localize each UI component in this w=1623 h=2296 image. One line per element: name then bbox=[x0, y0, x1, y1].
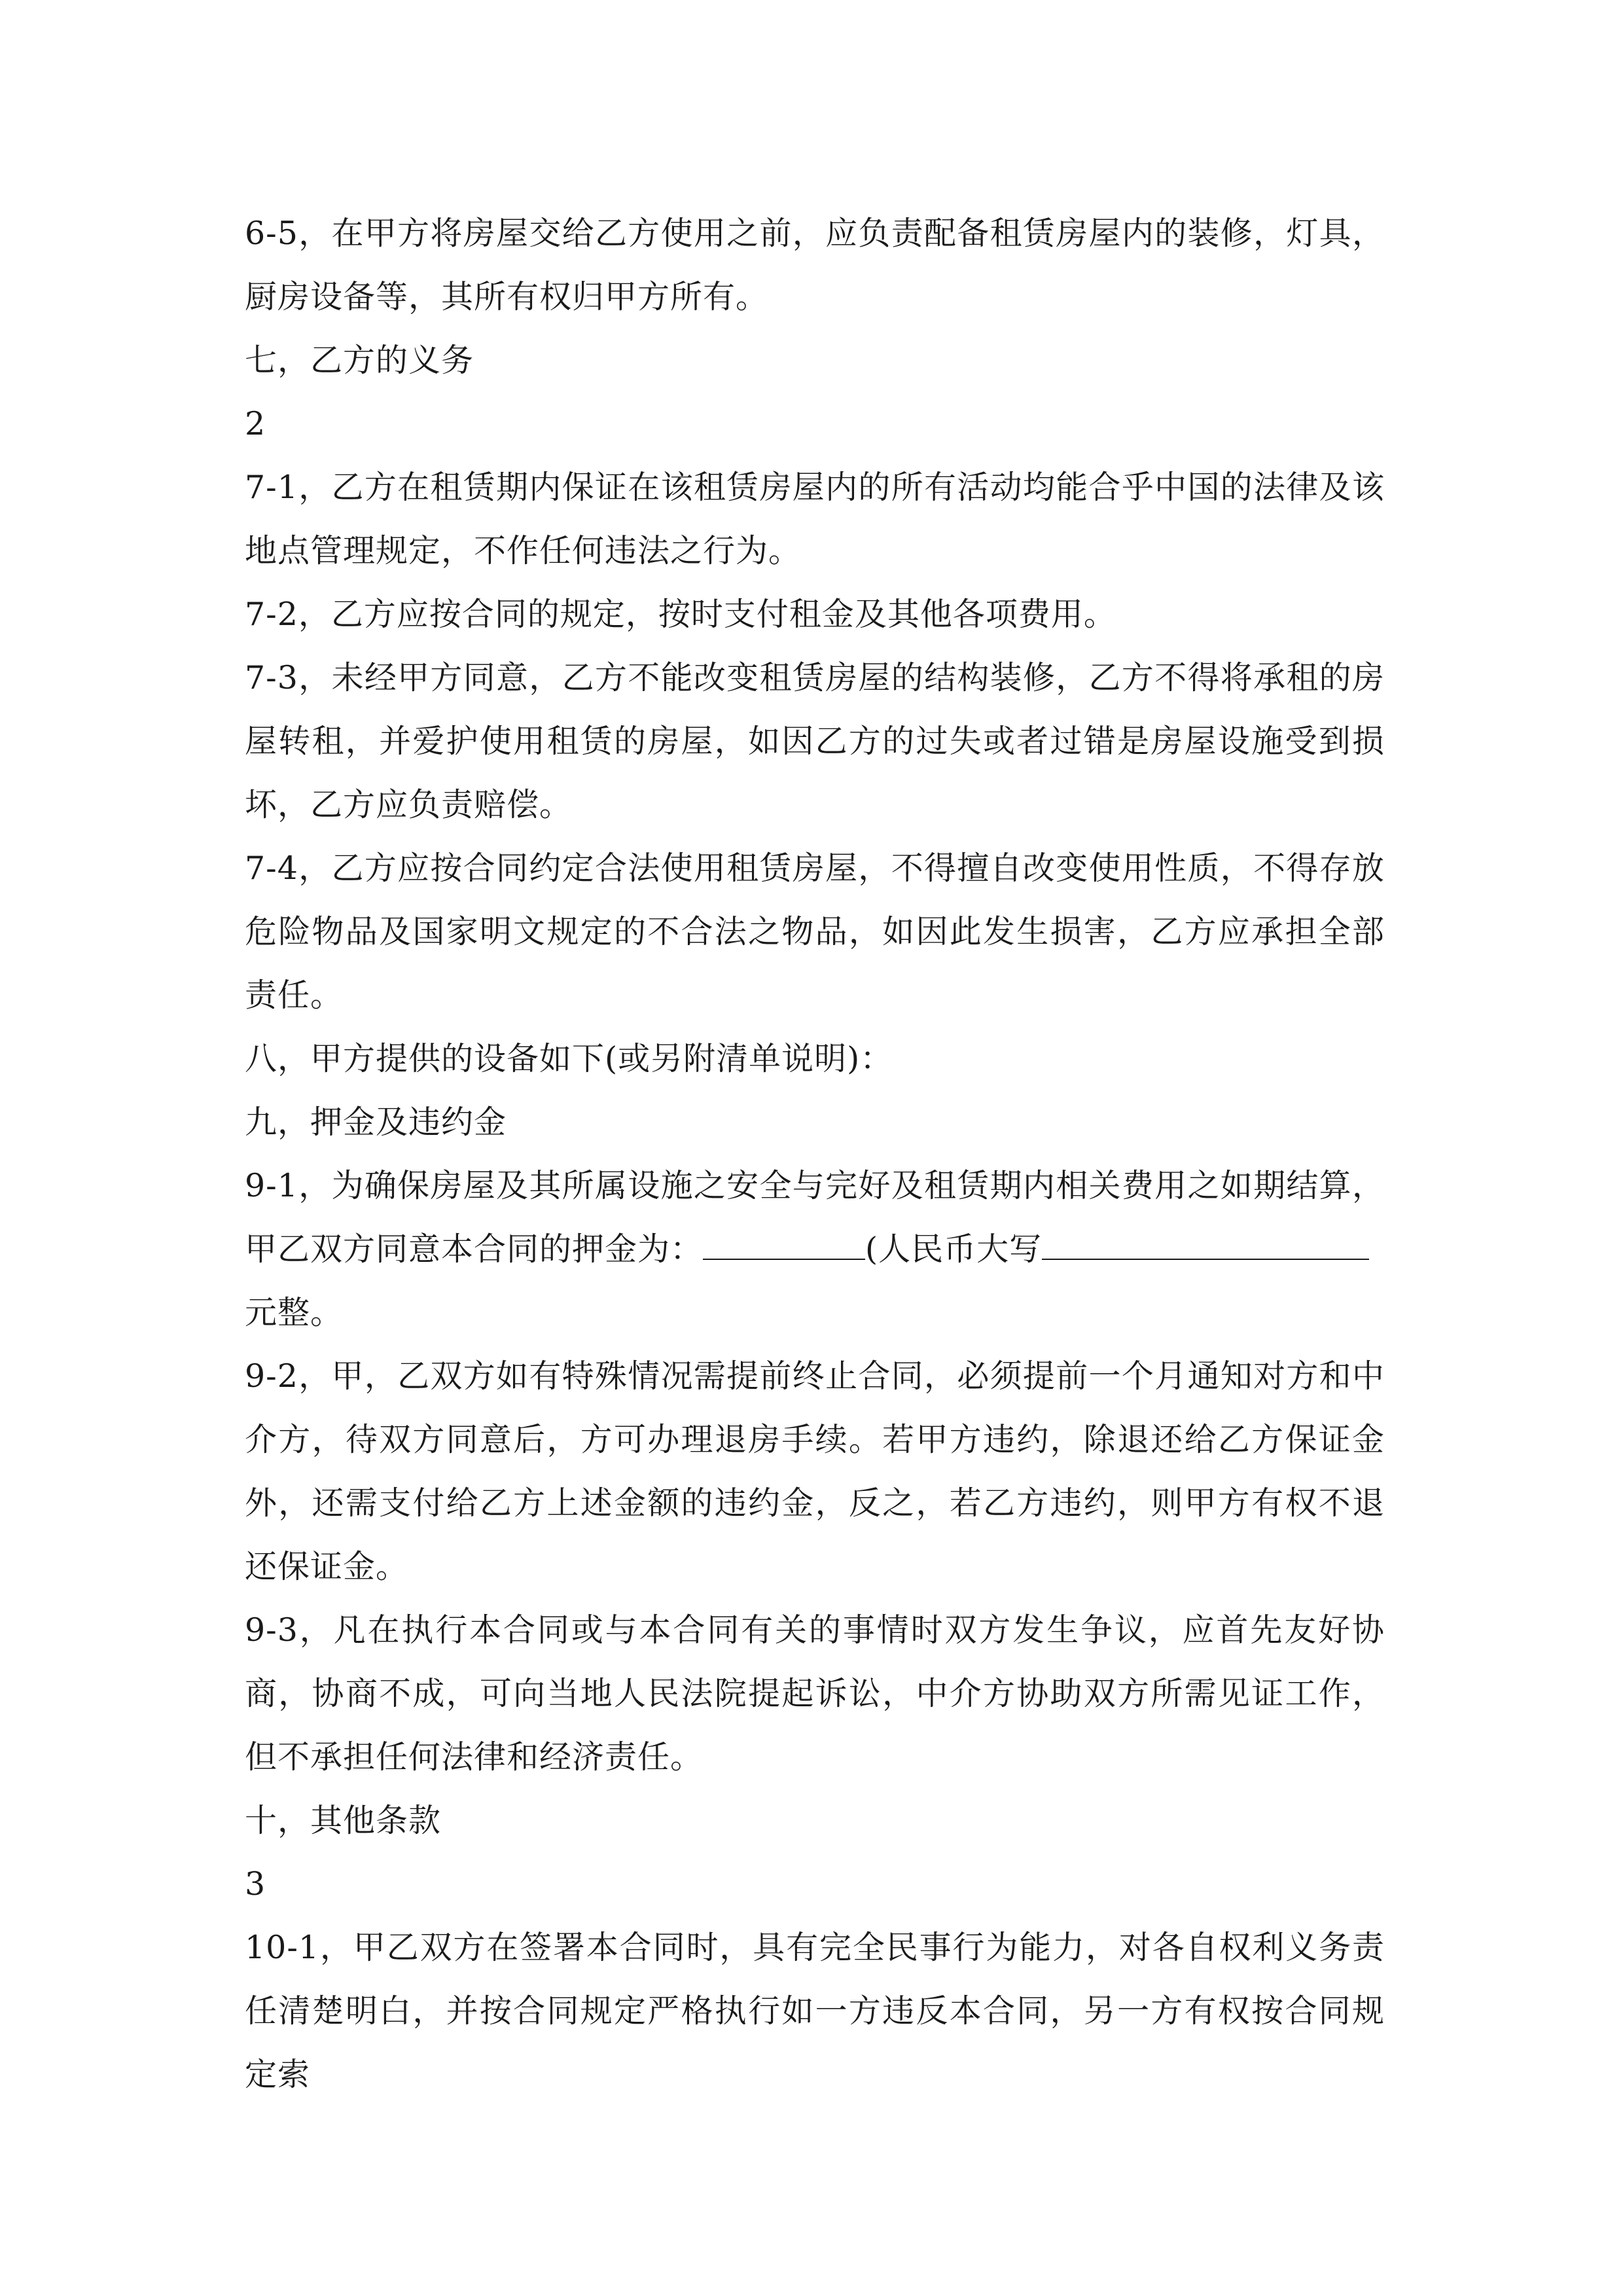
section-heading-7: 七，乙方的义务 bbox=[245, 342, 474, 379]
clause-7-2: 7-2，乙方应按合同的规定，按时支付租金及其他各项费用。 bbox=[245, 596, 1116, 633]
section-heading-9: 九，押金及违约金 bbox=[245, 1103, 507, 1141]
page-number-3: 3 bbox=[245, 1865, 266, 1903]
clause-10-1: 10-1，甲乙双方在签署本合同时，具有完全民事行为能力，对各自权利义务责任清楚明白，并按合同规定严格执行如一方违反本合同，另一方有权按合同规定索 bbox=[245, 1929, 1385, 2093]
deposit-amount-blank bbox=[703, 1222, 865, 1260]
clause-6-5: 6-5，在甲方将房屋交给乙方使用之前，应负责配备租赁房屋内的装修，灯具，厨房设备等，其所有权归甲方所有。 bbox=[245, 215, 1385, 315]
clause-9-1 bbox=[245, 1154, 1385, 1344]
document-body bbox=[245, 202, 1385, 2106]
section-heading-8: 八，甲方提供的设备如下(或另附清单说明)： bbox=[245, 1040, 893, 1077]
clause-9-2: 9-2，甲，乙双方如有特殊情况需提前终止合同，必须提前一个月通知对方和中介方，待双方同意后，方可办理退房手续。若甲方违约，除退还给乙方保证金外，还需支付给乙方上述金额的违约金，反之，若乙方违约，则甲方有权不退还保证金。 bbox=[245, 1357, 1385, 1585]
clause-9-1-rmb-label: (人民币大写 bbox=[865, 1230, 1043, 1268]
clause-7-1: 7-1，乙方在租赁期内保证在该租赁房屋内的所有活动均能合乎中国的法律及该地点管理规定，不作任何违法之行为。 bbox=[245, 469, 1385, 569]
clause-9-3: 9-3，凡在执行本合同或与本合同有关的事情时双方发生争议，应首先友好协商，协商不成，可向当地人民法院提起诉讼，中介方协助双方所需见证工作，但不承担任何法律和经济责任。 bbox=[245, 1611, 1385, 1776]
section-heading-10: 十，其他条款 bbox=[245, 1802, 442, 1839]
deposit-amount-words-blank bbox=[1042, 1222, 1369, 1260]
clause-9-1-text: 9-1，为确保房屋及其所属设施之安全与完好及租赁期内相关费用之如期结算，甲乙双方同意本合同的押金为： bbox=[245, 1167, 1385, 1268]
clause-9-1-suffix: 元整。 bbox=[245, 1294, 344, 1331]
page-number-2: 2 bbox=[245, 405, 266, 442]
clause-7-3: 7-3，未经甲方同意，乙方不能改变租赁房屋的结构装修，乙方不得将承租的房屋转租，并爱护使用租赁的房屋，如因乙方的过失或者过错是房屋设施受到损坏，乙方应负责赔偿。 bbox=[245, 659, 1385, 823]
clause-7-4: 7-4，乙方应按合同约定合法使用租赁房屋，不得擅自改变使用性质，不得存放危险物品及国家明文规定的不合法之物品，如因此发生损害，乙方应承担全部责任。 bbox=[245, 850, 1385, 1014]
